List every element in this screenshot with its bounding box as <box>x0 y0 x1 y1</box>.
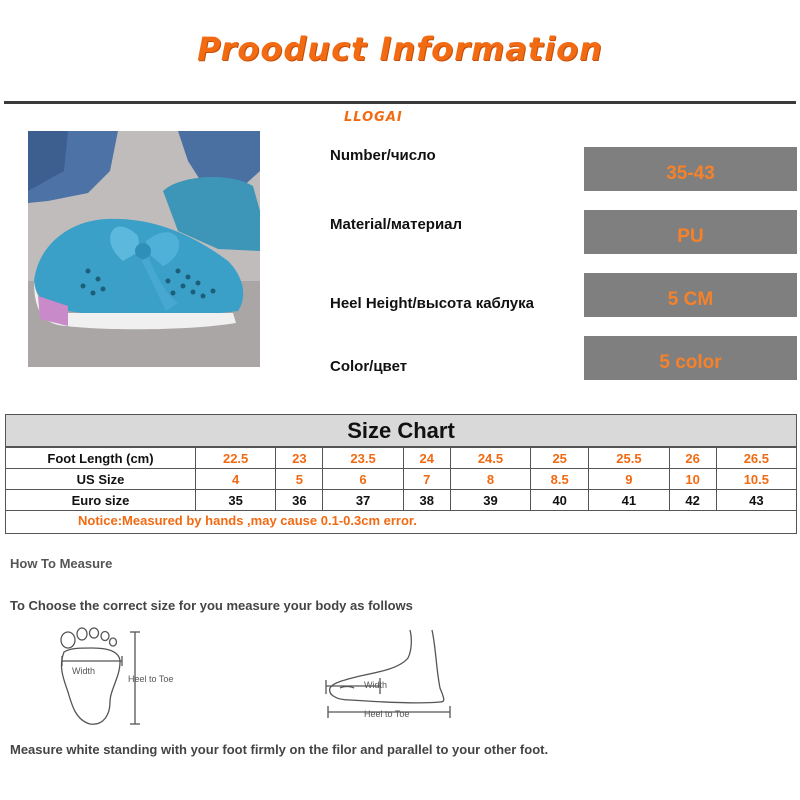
size-chart-title: Size Chart <box>5 414 797 447</box>
page-title: Prooduct Information <box>197 30 603 68</box>
spec-value-material: PU <box>584 210 797 254</box>
table-cell: 24.5 <box>450 448 530 469</box>
table-cell: 23 <box>276 448 323 469</box>
size-notice: Notice:Measured by hands ,may cause 0.1-0.3cm error. <box>5 510 797 534</box>
table-cell: 40 <box>531 490 589 511</box>
table-cell: 25 <box>531 448 589 469</box>
table-cell: 37 <box>323 490 403 511</box>
table-cell: 10 <box>669 469 716 490</box>
spec-label-heel-height: Heel Height/высота каблука <box>330 295 534 312</box>
table-cell: 38 <box>403 490 450 511</box>
row-label: US Size <box>6 469 196 490</box>
side-width-label: Width <box>364 680 388 690</box>
table-row-euro-size <box>6 490 797 511</box>
table-cell: 8 <box>450 469 530 490</box>
row-label: Foot Length (cm) <box>6 448 196 469</box>
product-photo <box>28 131 260 367</box>
spec-value-heel-height: 5 CM <box>584 273 797 317</box>
sole-length-label: Heel to Toe <box>128 674 174 684</box>
spec-value-color: 5 color <box>584 336 797 380</box>
size-chart-table <box>5 447 797 511</box>
table-cell: 5 <box>276 469 323 490</box>
foot-sole-diagram <box>50 622 210 737</box>
table-cell: 39 <box>450 490 530 511</box>
table-cell: 6 <box>323 469 403 490</box>
table-cell: 42 <box>669 490 716 511</box>
foot-side-diagram <box>320 628 460 733</box>
table-cell: 4 <box>196 469 276 490</box>
table-cell: 26.5 <box>716 448 796 469</box>
spec-label-color: Color/цвет <box>330 358 408 375</box>
table-cell: 26 <box>669 448 716 469</box>
table-cell: 23.5 <box>323 448 403 469</box>
row-label: Euro size <box>6 490 196 511</box>
table-row-foot-length <box>6 448 797 469</box>
how-to-measure-heading: How To Measure <box>10 556 113 571</box>
table-cell: 36 <box>276 490 323 511</box>
table-cell: 43 <box>716 490 796 511</box>
spec-label-material: Material/материал <box>330 216 463 233</box>
divider <box>4 101 796 104</box>
table-cell: 8.5 <box>531 469 589 490</box>
spec-label-number: Number/число <box>330 147 436 164</box>
measure-note: Measure white standing with your foot firmly on the filor and parallel to your other foot. <box>10 742 549 757</box>
measure-instruction: To Choose the correct size for you measure your body as follows <box>10 598 413 613</box>
table-cell: 9 <box>589 469 669 490</box>
table-cell: 25.5 <box>589 448 669 469</box>
table-cell: 24 <box>403 448 450 469</box>
table-cell: 41 <box>589 490 669 511</box>
table-cell: 22.5 <box>196 448 276 469</box>
sole-width-label: Width <box>72 666 96 676</box>
table-cell: 35 <box>196 490 276 511</box>
table-cell: 10.5 <box>716 469 796 490</box>
side-length-label: Heel to Toe <box>364 709 410 719</box>
spec-value-number: 35-43 <box>584 147 797 191</box>
table-cell: 7 <box>403 469 450 490</box>
brand-logo: LLOGAI <box>344 110 403 125</box>
table-row-us-size <box>6 469 797 490</box>
